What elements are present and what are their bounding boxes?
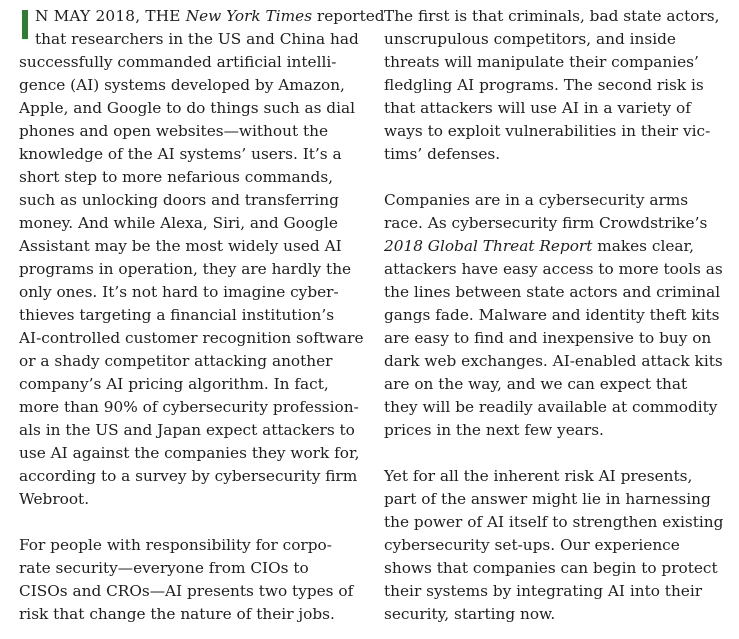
text-line: attackers have easy access to more tools as: [384, 260, 723, 278]
text-line: race. As cybersecurity firm Crowdstrike’s: [384, 214, 708, 232]
text-line: gence (AI) systems developed by Amazon,: [19, 76, 345, 94]
text-line: Assistant may be the most widely used AI: [19, 237, 342, 255]
text-line: fledgling AI programs. The second risk is: [384, 76, 704, 94]
text-line: only ones. It’s not hard to imagine cyber-: [19, 283, 339, 301]
text-line: thieves targeting a financial institution’s: [19, 306, 335, 324]
text-line: are easy to find and inexpensive to buy on: [384, 329, 712, 347]
text-line: Webroot.: [19, 490, 90, 508]
text-line: The first is that criminals, bad state actors,: [384, 7, 720, 25]
text-line: cybersecurity set-ups. Our experience: [384, 536, 680, 554]
text-line: company’s AI pricing algorithm. In fact,: [19, 375, 329, 393]
text-line: they will be readily available at commodity: [384, 398, 718, 416]
lead-smallcaps: N MAY 2018, THE: [35, 7, 186, 25]
text-line: ways to exploit vulnerabilities in their vic-: [384, 122, 711, 140]
text-line: the power of AI itself to strengthen existing: [384, 513, 724, 531]
report-title: 2018 Global Threat Report: [384, 237, 593, 255]
text-line: gangs fade. Malware and identity theft kits: [384, 306, 720, 324]
text-line: shows that companies can begin to protect: [384, 559, 718, 577]
text-line: knowledge of the AI systems’ users. It’s a: [19, 145, 342, 163]
text-line: short step to more nefarious commands,: [19, 168, 334, 186]
text-line: unscrupulous competitors, and inside: [384, 30, 676, 48]
text-line: are on the way, and we can expect that: [384, 375, 688, 393]
text-line: use AI against the companies they work for,: [19, 444, 360, 462]
text-line: money. And while Alexa, Siri, and Google: [19, 214, 338, 232]
lead-line: [35, 5, 385, 28]
text-line: successfully commanded artificial intelli-: [19, 53, 337, 71]
text-line: risk that change the nature of their jobs.: [19, 605, 335, 623]
text-line: the lines between state actors and criminal: [384, 283, 721, 301]
text-line: Companies are in a cybersecurity arms: [384, 191, 689, 209]
text-line: programs in operation, they are hardly the: [19, 260, 352, 278]
text-line: als in the US and Japan expect attackers to: [19, 421, 355, 439]
text-line: such as unlocking doors and transferring: [19, 191, 339, 209]
text-line: AI-controlled customer recognition software: [19, 329, 364, 347]
text-line: prices in the next few years.: [384, 421, 604, 439]
text-line: threats will manipulate their companies’: [384, 53, 699, 71]
text-line: rate security—everyone from CIOs to: [19, 559, 309, 577]
text-line: Apple, and Google to do things such as dial: [19, 99, 356, 117]
text-line: CISOs and CROs—AI presents two types of: [19, 582, 354, 600]
lead-rest: reported: [312, 7, 385, 25]
text-line: or a shady competitor attacking another: [19, 352, 333, 370]
text-line: their systems by integrating AI into their: [384, 582, 703, 600]
text-line: phones and open websites—without the: [19, 122, 329, 140]
publication-name: New York Times: [185, 7, 313, 25]
text-line: [384, 235, 694, 258]
text-line: more than 90% of cybersecurity profession-: [19, 398, 359, 416]
text-line: according to a survey by cybersecurity firm: [19, 467, 358, 485]
text-line: part of the answer might lie in harnessing: [384, 490, 711, 508]
text-line: that researchers in the US and China had: [35, 30, 359, 48]
text-line: Yet for all the inherent risk AI presents,: [384, 467, 693, 485]
text-line: tims’ defenses.: [384, 145, 501, 163]
text-line: that attackers will use AI in a variety of: [384, 99, 691, 117]
text-line: security, starting now.: [384, 605, 556, 623]
text-line: dark web exchanges. AI-enabled attack kits: [384, 352, 723, 370]
report-line-rest: makes clear,: [592, 237, 695, 255]
dropcap-accent-bar: [22, 10, 28, 39]
text-line: For people with responsibility for corpo-: [19, 536, 332, 554]
